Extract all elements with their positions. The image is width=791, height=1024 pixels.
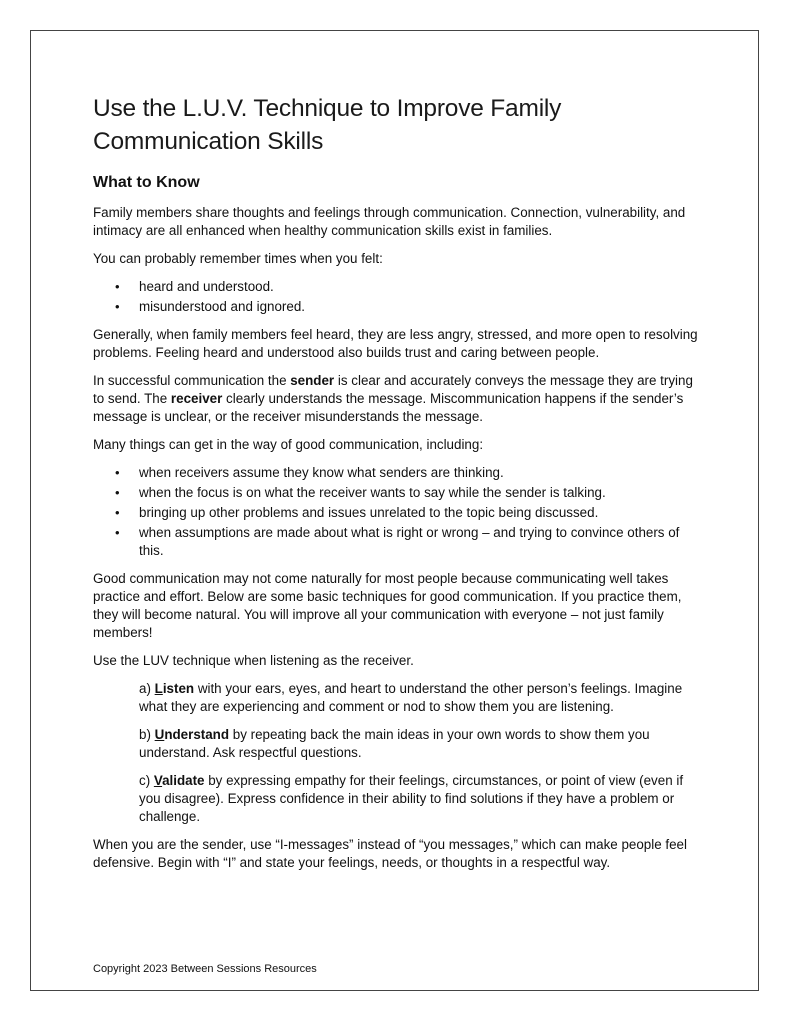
obstacles-list [93, 464, 701, 560]
list-item: • heard and understood. [115, 279, 274, 294]
footer-copyright: Copyright 2023 Between Sessions Resources [93, 963, 317, 975]
luv-key-validate: Validate [153, 773, 205, 788]
paragraph-generally: Generally, when family members feel heard, they are less angry, stressed, and more open to resolving problems. Feeling heard and understood also builds trust and caring between people. [93, 327, 698, 360]
term-receiver: receiver [170, 391, 223, 406]
felt-list [93, 278, 701, 316]
bullet-icon: • [115, 299, 120, 314]
list-item: • when assumptions are made about what is right or wrong – and trying to convince others of this. [115, 525, 680, 558]
paragraph-good-communication: Good communication may not come naturally for most people because communicating well takes practice and effort. Below are some basic techniques for good communication. If you practice them, they will become natural. You will improve all your communication with everyone – not just family members! [93, 571, 682, 640]
list-item: • when the focus is on what the receiver wants to say while the sender is talking. [115, 485, 606, 500]
document-body [93, 92, 701, 882]
luv-item-understand: b) Understand by repeating back the main ideas in your own words to show them you understand. Ask respectful questions. [139, 727, 650, 760]
paragraph-sender-receiver: In successful communication the sender is clear and accurately conveys the message they are trying to send. The receiver clearly understands the message. Miscommunication happens if the sender’s message is unclear, or the receiver misunderstands the message. [93, 373, 693, 424]
list-item: • misunderstood and ignored. [115, 299, 306, 314]
luv-item-listen: a) Listen with your ears, eyes, and heart to understand the other person’s feelings. Imagine what they are experiencing and comment or nod to show them you are listening. [139, 681, 683, 714]
bullet-icon: • [115, 485, 120, 500]
list-item: • bringing up other problems and issues unrelated to the topic being discussed. [115, 505, 599, 520]
luv-key-understand: Understand [154, 727, 230, 742]
luv-key-listen: Listen [154, 681, 195, 696]
paragraph-obstacles-intro: Many things can get in the way of good communication, including: [93, 437, 484, 452]
bullet-icon: • [115, 279, 120, 294]
bullet-icon: • [115, 465, 120, 480]
list-item: • when receivers assume they know what senders are thinking. [115, 465, 504, 480]
paragraph-luv-intro: Use the LUV technique when listening as the receiver. [93, 653, 414, 668]
luv-item-validate: c) Validate by expressing empathy for their feelings, circumstances, or point of view (even if you disagree). Express confidence in their ability to find solutions if they have a problem or challenge. [139, 773, 684, 824]
bullet-icon: • [115, 505, 120, 520]
document-title: Use the L.U.V. Technique to Improve Family Communication Skills [93, 95, 562, 155]
bullet-icon: • [115, 525, 120, 540]
section-heading: What to Know [93, 174, 200, 191]
paragraph-remember: You can probably remember times when you felt: [93, 251, 383, 266]
paragraph-i-messages: When you are the sender, use “I-messages” instead of “you messages,” which can make people feel defensive. Begin with “I” and state your feelings, needs, or thoughts in a respectful way. [93, 837, 687, 870]
paragraph-intro: Family members share thoughts and feelings through communication. Connection, vulnerability, and intimacy are all enhanced when healthy communication skills exist in families. [93, 205, 686, 238]
term-sender: sender [290, 373, 335, 388]
